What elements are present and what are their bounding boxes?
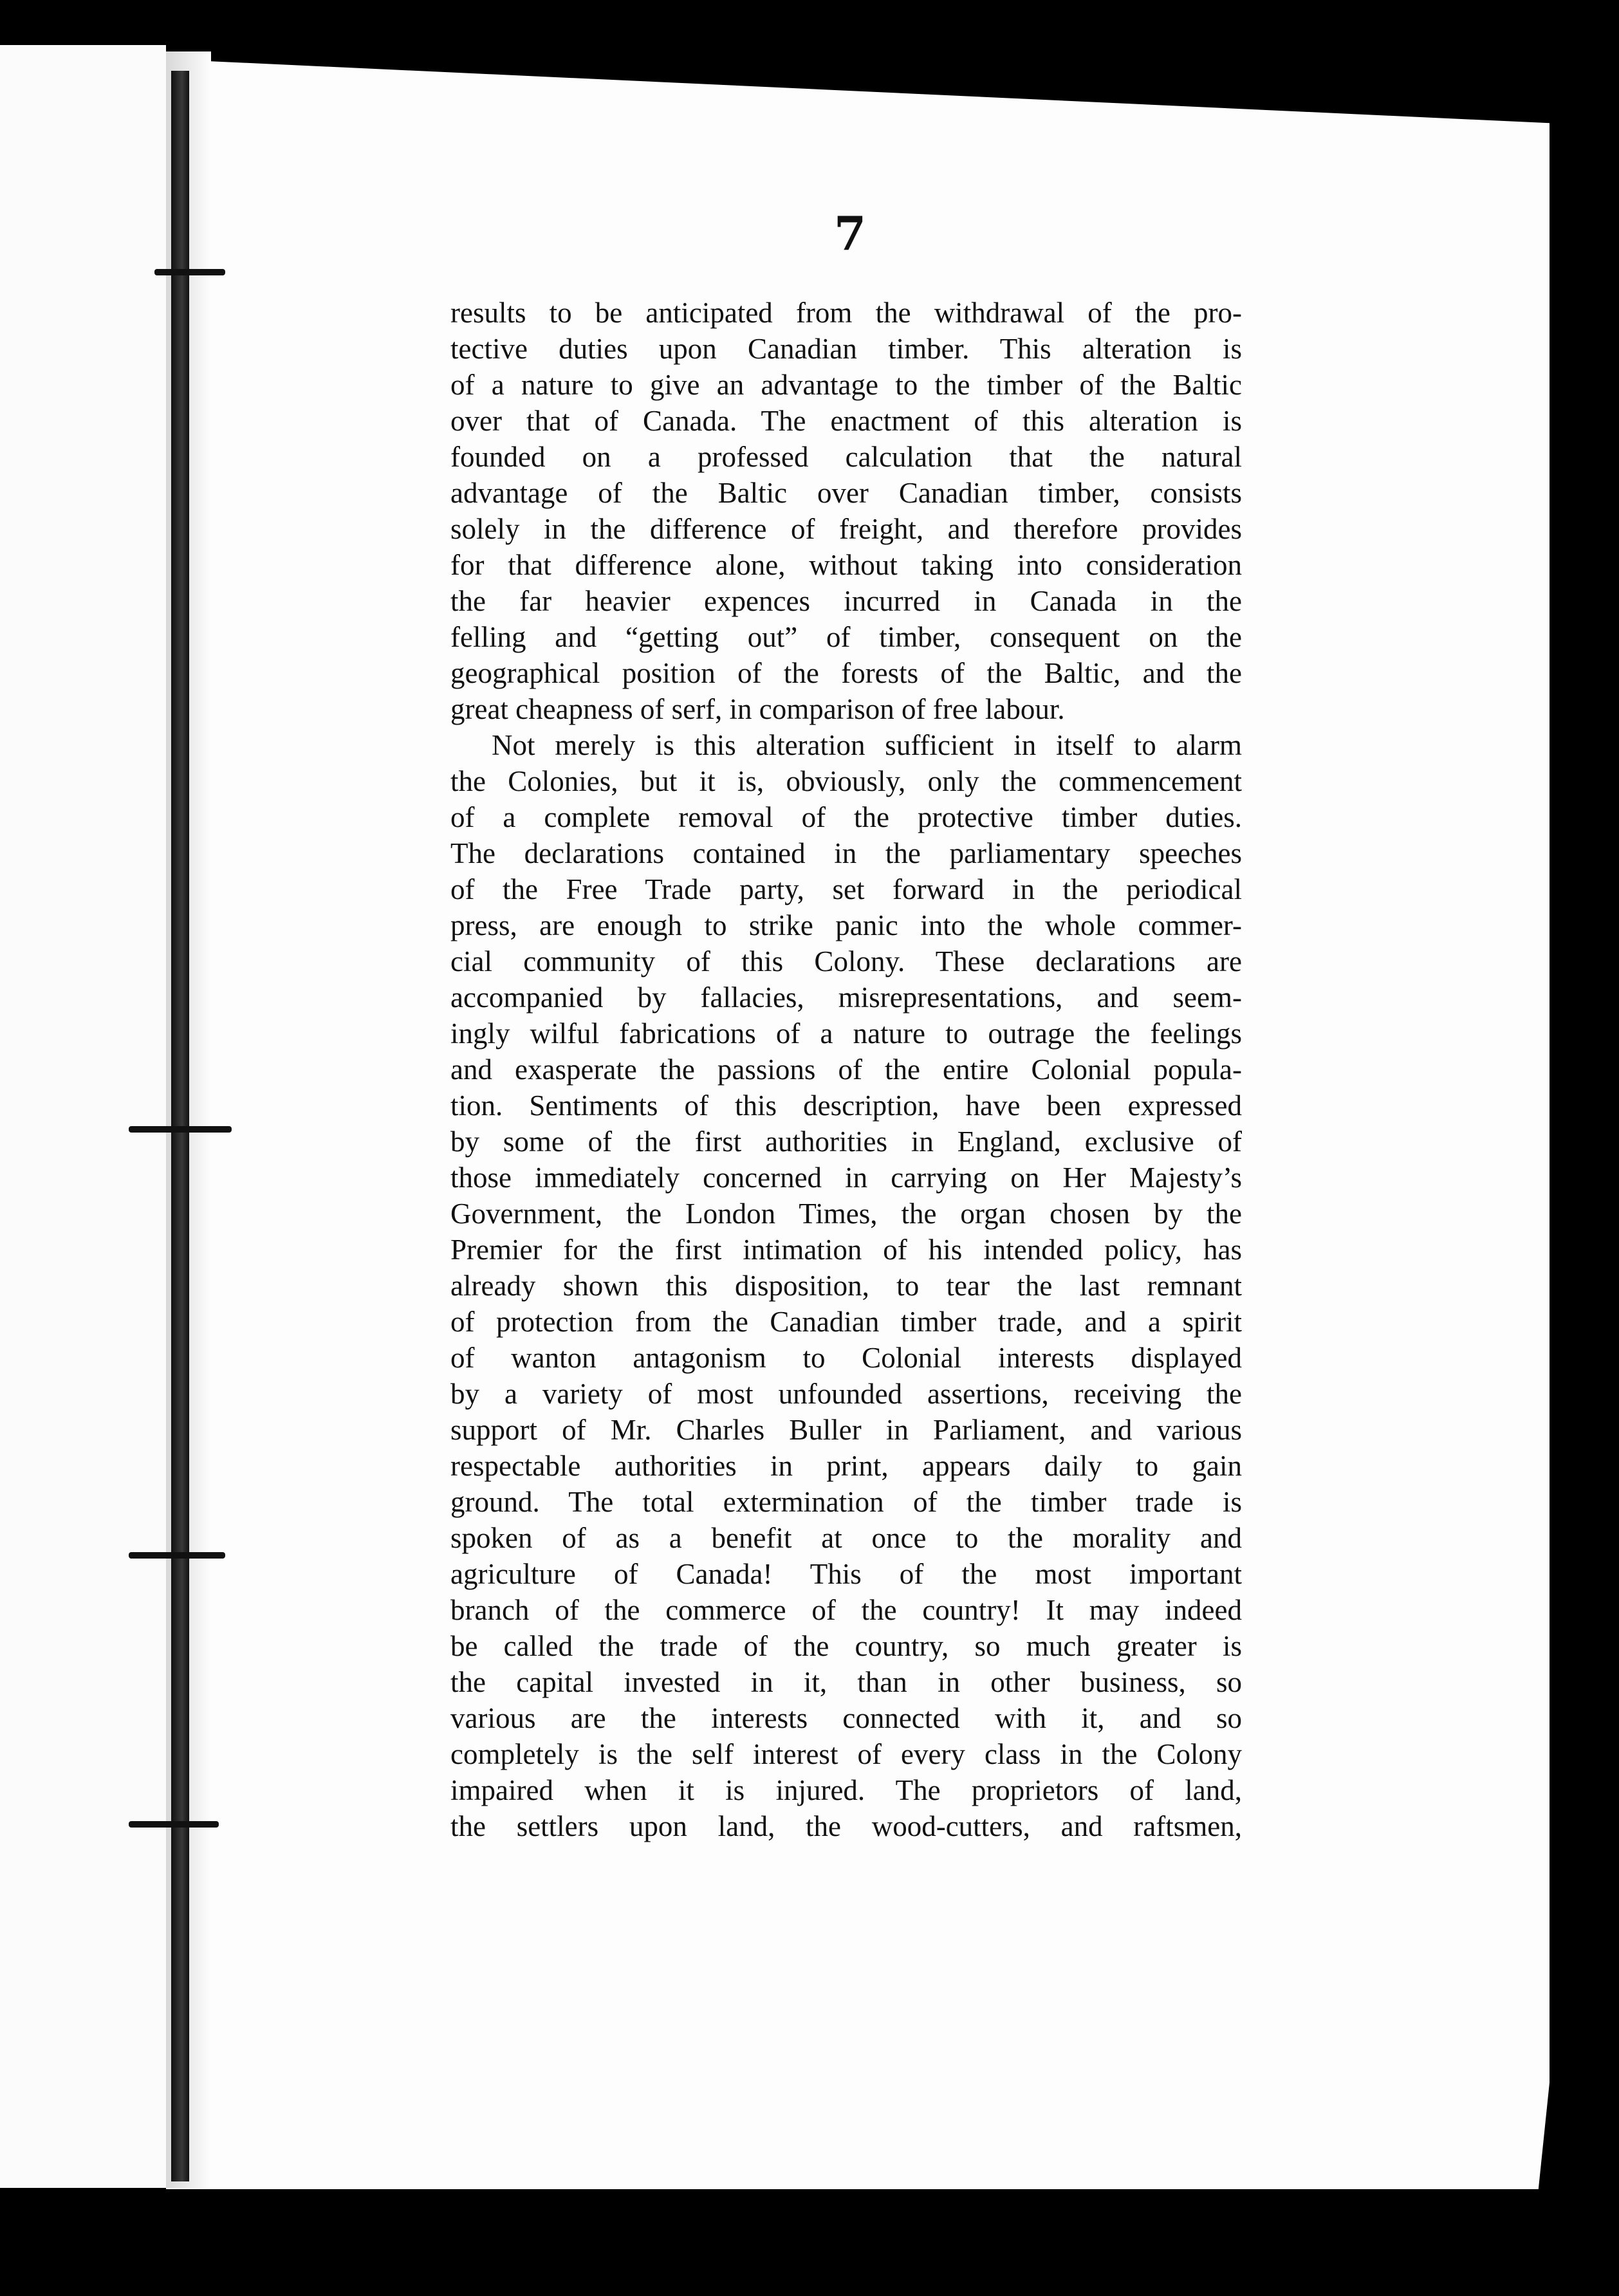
text-line: the far heavier expences incurred in Canada in the (450, 585, 1242, 617)
text-line: support of Mr. Charles Buller in Parliament, and various (450, 1414, 1242, 1446)
text-line: be called the trade of the country, so much greater is (450, 1630, 1242, 1662)
text-line: ingly wilful fabrications of a nature to outrage the feelings (450, 1017, 1242, 1050)
text-line: results to be anticipated from the withdrawal of the pro- (450, 297, 1242, 329)
paragraph (450, 727, 1242, 1844)
text-line: tective duties upon Canadian timber. This alteration is (450, 333, 1242, 365)
text-line: completely is the self interest of every class in the Colony (450, 1738, 1242, 1770)
text-line: founded on a professed calculation that the natural (450, 441, 1242, 473)
text-line: Not merely is this alteration sufficient in itself to alarm (492, 729, 1242, 761)
text-line: the capital invested in it, than in other business, so (450, 1666, 1242, 1698)
text-line: by some of the first authorities in England, exclusive of (450, 1125, 1242, 1158)
binding-stitch (154, 269, 225, 275)
text-line: agriculture of Canada! This of the most important (450, 1558, 1242, 1590)
text-line: of the Free Trade party, set forward in the periodical (450, 873, 1242, 905)
text-line: respectable authorities in print, appears daily to gain (450, 1450, 1242, 1482)
left-page-edge (0, 45, 166, 2188)
text-line: for that difference alone, without taking into consideration (450, 549, 1242, 581)
text-line: those immediately concerned in carrying on Her Majesty’s (450, 1162, 1242, 1194)
text-line: The declarations contained in the parliamentary speeches (450, 837, 1242, 869)
text-line: various are the interests connected with it, and so (450, 1702, 1242, 1734)
text-line: press, are enough to strike panic into the whole commer- (450, 909, 1242, 941)
text-line: advantage of the Baltic over Canadian timber, consists (450, 477, 1242, 509)
text-line: over that of Canada. The enactment of this alteration is (450, 405, 1242, 437)
text-line: tion. Sentiments of this description, have been expressed (450, 1089, 1242, 1122)
binding-stitch (129, 1552, 225, 1559)
text-line: branch of the commerce of the country! It may indeed (450, 1594, 1242, 1626)
text-line: impaired when it is injured. The proprietors of land, (450, 1774, 1242, 1806)
text-line: ground. The total extermination of the timber trade is (450, 1486, 1242, 1518)
text-line: of wanton antagonism to Colonial interests displayed (450, 1342, 1242, 1374)
text-line: geographical position of the forests of the Baltic, and the (450, 657, 1242, 689)
text-line: Government, the London Times, the organ chosen by the (450, 1198, 1242, 1230)
text-line: great cheapness of serf, in comparison of free labour. (450, 693, 1065, 725)
text-line: by a variety of most unfounded assertions, receiving the (450, 1378, 1242, 1410)
text-line: cial community of this Colony. These declarations are (450, 945, 1242, 977)
text-line: already shown this disposition, to tear the last remnant (450, 1270, 1242, 1302)
page-number: 7 (834, 206, 867, 261)
text-line: and exasperate the passions of the entire Colonial popula- (450, 1053, 1242, 1086)
body-text (450, 295, 1242, 1844)
paragraph (450, 295, 1242, 727)
text-line: of a complete removal of the protective timber duties. (450, 801, 1242, 833)
text-line: the settlers upon land, the wood-cutters, and raftsmen, (450, 1810, 1242, 1842)
text-line: spoken of as a benefit at once to the morality and (450, 1522, 1242, 1554)
text-line: accompanied by fallacies, misrepresentations, and seem- (450, 981, 1242, 1014)
binding-stitch (129, 1821, 219, 1828)
text-line: the Colonies, but it is, obviously, only the commencement (450, 765, 1242, 797)
text-line: of a nature to give an advantage to the timber of the Baltic (450, 369, 1242, 401)
text-line: solely in the difference of freight, and therefore provides (450, 513, 1242, 545)
text-line: felling and “getting out” of timber, consequent on the (450, 621, 1242, 653)
text-line: Premier for the first intimation of his intended policy, has (450, 1234, 1242, 1266)
binding-stitch (129, 1126, 232, 1133)
text-line: of protection from the Canadian timber trade, and a spirit (450, 1306, 1242, 1338)
